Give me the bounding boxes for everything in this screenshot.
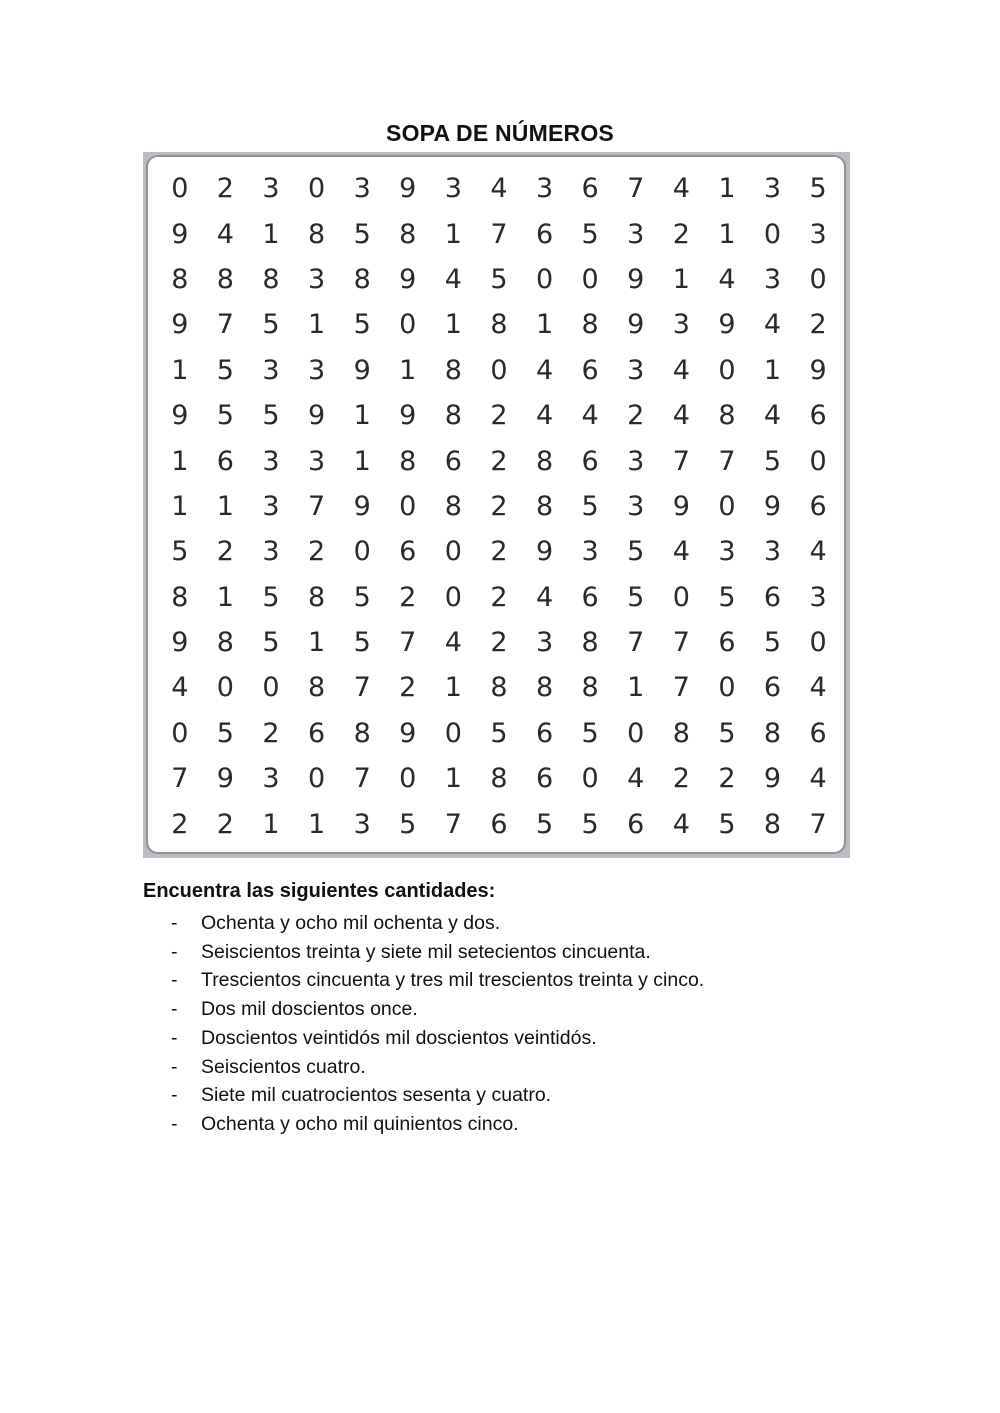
grid-cell[interactable]: 5: [216, 400, 234, 432]
list-item: [143, 909, 903, 938]
list-bullet: -: [171, 940, 178, 963]
grid-cell[interactable]: 7: [216, 309, 234, 341]
list-item: [143, 938, 903, 967]
grid-cell[interactable]: 4: [444, 627, 462, 659]
grid-cell[interactable]: 0: [307, 763, 326, 795]
grid-cell[interactable]: 9: [399, 173, 417, 205]
grid-cell[interactable]: 8: [262, 263, 280, 295]
grid-cell[interactable]: 5: [718, 581, 736, 613]
grid-cell[interactable]: 2: [216, 808, 234, 840]
grid-cell[interactable]: 4: [763, 309, 782, 341]
grid-cell[interactable]: 9: [763, 763, 782, 795]
grid-cell[interactable]: 4: [535, 354, 554, 386]
grid-cell[interactable]: 1: [763, 354, 782, 386]
grid-cell[interactable]: 5: [809, 173, 827, 205]
instructions-heading: Encuentra las siguientes cantidades:: [143, 880, 496, 902]
grid-cell[interactable]: 0: [581, 763, 599, 795]
grid-cell[interactable]: 9: [307, 400, 326, 432]
grid-cell[interactable]: 9: [353, 490, 371, 522]
grid-cell[interactable]: 8: [490, 763, 508, 795]
grid-cell[interactable]: 3: [627, 445, 645, 477]
grid-cell[interactable]: 6: [809, 490, 827, 522]
grid-cell[interactable]: 2: [216, 173, 234, 205]
grid-cell[interactable]: 6: [627, 808, 645, 840]
grid-cell[interactable]: 2: [262, 717, 280, 749]
grid-cell[interactable]: 5: [262, 627, 280, 659]
grid-cell[interactable]: 5: [581, 717, 599, 749]
list-item-text: Ochenta y ocho mil quinientos cinco.: [201, 1112, 519, 1135]
grid-cell[interactable]: 8: [444, 354, 462, 386]
grid-cell[interactable]: 2: [399, 672, 417, 704]
grid-cell[interactable]: 3: [627, 354, 645, 386]
grid-cell[interactable]: 6: [307, 717, 326, 749]
list-item-text: Seiscientos treinta y siete mil setecientos cincuenta.: [201, 940, 651, 963]
grid-cell[interactable]: 3: [763, 173, 782, 205]
grid-cell[interactable]: 8: [490, 672, 508, 704]
grid-cell[interactable]: 3: [262, 490, 280, 522]
grid-cell[interactable]: 9: [171, 309, 189, 341]
list-bullet: -: [171, 998, 178, 1021]
list-item-text: Trescientos cincuenta y tres mil trescientos treinta y cinco.: [201, 969, 705, 992]
grid-cell[interactable]: 0: [171, 173, 189, 205]
grid-cell[interactable]: 1: [672, 263, 690, 295]
list-item-text: Doscientos veintidós mil doscientos veintidós.: [201, 1026, 597, 1049]
grid-cell[interactable]: 7: [672, 627, 690, 659]
grid-cell[interactable]: 1: [307, 627, 326, 659]
list-bullet: -: [171, 912, 178, 934]
grid-cell[interactable]: 6: [809, 717, 827, 749]
grid-cell[interactable]: 7: [809, 808, 827, 840]
grid-cell[interactable]: 8: [763, 808, 782, 840]
grid-cell[interactable]: 3: [353, 173, 371, 205]
grid-cell[interactable]: 2: [490, 400, 508, 432]
grid-cell[interactable]: 4: [672, 536, 690, 568]
grid-cell[interactable]: 6: [581, 354, 599, 386]
list-item-text: Dos mil doscientos once.: [201, 998, 418, 1021]
grid-cell[interactable]: 1: [353, 445, 371, 477]
list-item: [143, 966, 903, 995]
grid-cell[interactable]: 4: [535, 400, 554, 432]
grid-cell[interactable]: 4: [171, 672, 189, 704]
grid-cell[interactable]: 8: [399, 445, 417, 477]
grid-cell[interactable]: 4: [672, 808, 690, 840]
grid-cell[interactable]: 5: [171, 536, 189, 568]
grid-cell[interactable]: 2: [490, 445, 508, 477]
grid-cell[interactable]: 5: [353, 218, 371, 250]
grid-cell[interactable]: 0: [171, 717, 189, 749]
number-grid: [157, 166, 841, 847]
grid-cell[interactable]: 6: [763, 672, 782, 704]
grid-cell[interactable]: 0: [399, 309, 417, 341]
grid-cell[interactable]: 7: [490, 218, 508, 250]
grid-cell[interactable]: 8: [399, 218, 417, 250]
grid-cell[interactable]: 3: [763, 263, 782, 295]
grid-cell[interactable]: 1: [171, 354, 189, 386]
page-title: SOPA DE NÚMEROS: [386, 120, 614, 146]
grid-cell[interactable]: 1: [262, 808, 280, 840]
grid-cell[interactable]: 4: [809, 763, 827, 795]
grid-cell[interactable]: 5: [627, 581, 645, 613]
grid-cell[interactable]: 0: [809, 445, 827, 477]
grid-cell[interactable]: 8: [535, 490, 554, 522]
grid-cell[interactable]: 0: [672, 581, 690, 613]
grid-cell[interactable]: 3: [718, 536, 736, 568]
grid-cell[interactable]: 7: [353, 763, 371, 795]
grid-cell[interactable]: 9: [535, 536, 554, 568]
grid-cell[interactable]: 8: [535, 445, 554, 477]
grid-cell[interactable]: 1: [444, 672, 462, 704]
grid-cell[interactable]: 6: [490, 808, 508, 840]
list-item: [143, 1110, 903, 1139]
grid-cell[interactable]: 7: [672, 445, 690, 477]
grid-cell[interactable]: 2: [399, 581, 417, 613]
grid-cell[interactable]: 2: [490, 490, 508, 522]
grid-cell[interactable]: 8: [672, 717, 690, 749]
grid-cell[interactable]: 9: [763, 490, 782, 522]
grid-cell[interactable]: 4: [581, 400, 599, 432]
grid-cell[interactable]: 3: [763, 536, 782, 568]
grid-cell[interactable]: 4: [216, 218, 234, 250]
grid-cell[interactable]: 2: [672, 763, 690, 795]
list-bullet: -: [171, 1055, 178, 1078]
grid-cell[interactable]: 8: [307, 672, 326, 704]
grid-cell[interactable]: 5: [763, 627, 782, 659]
grid-cell[interactable]: 4: [763, 400, 782, 432]
grid-cell[interactable]: 3: [672, 309, 690, 341]
list-bullet: -: [171, 969, 178, 992]
grid-cell[interactable]: 3: [307, 445, 326, 477]
grid-cell[interactable]: 9: [399, 263, 417, 295]
grid-cell[interactable]: 4: [627, 763, 645, 795]
grid-cell[interactable]: 4: [672, 354, 690, 386]
grid-cell[interactable]: 5: [262, 400, 280, 432]
grid-cell[interactable]: 5: [399, 808, 417, 840]
grid-cell[interactable]: 3: [262, 354, 280, 386]
grid-cell[interactable]: 0: [399, 763, 417, 795]
grid-cell[interactable]: 2: [490, 581, 508, 613]
grid-cell[interactable]: 9: [216, 763, 234, 795]
grid-cell[interactable]: 7: [672, 672, 690, 704]
grid-cell[interactable]: 1: [718, 173, 736, 205]
grid-cell[interactable]: 6: [581, 445, 599, 477]
grid-cell[interactable]: 9: [627, 309, 645, 341]
grid-cell[interactable]: 0: [444, 717, 462, 749]
grid-cell[interactable]: 5: [718, 717, 736, 749]
list-item: [143, 1024, 903, 1053]
grid-cell[interactable]: 3: [307, 354, 326, 386]
grid-cell[interactable]: 5: [718, 808, 736, 840]
grid-cell[interactable]: 5: [627, 536, 645, 568]
grid-cell[interactable]: 3: [262, 445, 280, 477]
grid-cell[interactable]: 8: [490, 309, 508, 341]
grid-cell[interactable]: 2: [307, 536, 326, 568]
grid-cell[interactable]: 6: [399, 536, 417, 568]
grid-cell[interactable]: 4: [809, 672, 827, 704]
grid-cell[interactable]: 3: [262, 536, 280, 568]
grid-cell[interactable]: 5: [763, 445, 782, 477]
grid-cell[interactable]: 9: [171, 400, 189, 432]
grid-cell[interactable]: 0: [444, 536, 462, 568]
grid-cell[interactable]: 4: [672, 173, 690, 205]
grid-cell[interactable]: 5: [262, 309, 280, 341]
grid-cell[interactable]: 8: [216, 263, 234, 295]
grid-cell[interactable]: 3: [627, 218, 645, 250]
grid-cell[interactable]: 7: [627, 173, 645, 205]
grid-cell[interactable]: 0: [627, 717, 645, 749]
grid-cell[interactable]: 8: [581, 672, 599, 704]
list-item: [143, 995, 903, 1024]
grid-cell[interactable]: 5: [581, 808, 599, 840]
grid-cell[interactable]: 5: [581, 490, 599, 522]
grid-cell[interactable]: 4: [535, 581, 554, 613]
grid-cell[interactable]: 0: [535, 263, 554, 295]
grid-cell[interactable]: 8: [216, 627, 234, 659]
grid-cell[interactable]: 3: [262, 763, 280, 795]
grid-cell[interactable]: 0: [216, 672, 234, 704]
grid-cell[interactable]: 7: [444, 808, 462, 840]
grid-cell[interactable]: 1: [399, 354, 417, 386]
grid-cell[interactable]: 8: [763, 717, 782, 749]
grid-cell[interactable]: 6: [581, 173, 599, 205]
list-item: [143, 1053, 903, 1082]
list-bullet: -: [171, 1112, 178, 1135]
grid-cell[interactable]: 7: [353, 672, 371, 704]
grid-cell[interactable]: 8: [171, 581, 189, 613]
grid-cell[interactable]: 1: [171, 490, 189, 522]
grid-cell[interactable]: 6: [444, 445, 462, 477]
grid-cell[interactable]: 9: [171, 627, 189, 659]
grid-cell[interactable]: 3: [809, 218, 827, 250]
grid-cell[interactable]: 0: [444, 581, 462, 613]
grid-cell[interactable]: 6: [718, 627, 736, 659]
grid-cell[interactable]: 9: [809, 354, 827, 386]
grid-cell[interactable]: 6: [809, 400, 827, 432]
grid-cell[interactable]: 5: [216, 354, 234, 386]
grid-cell[interactable]: 5: [490, 717, 508, 749]
grid-cell[interactable]: 0: [763, 218, 782, 250]
grid-cell[interactable]: 0: [490, 354, 508, 386]
grid-cell[interactable]: 3: [262, 173, 280, 205]
grid-cell[interactable]: 5: [216, 717, 234, 749]
grid-cell[interactable]: 0: [718, 490, 736, 522]
list-bullet: -: [171, 1084, 178, 1107]
grid-cell[interactable]: 1: [444, 218, 462, 250]
grid-cell[interactable]: 1: [444, 309, 462, 341]
grid-cell[interactable]: 0: [262, 672, 280, 704]
grid-cell[interactable]: 8: [353, 263, 371, 295]
grid-cell[interactable]: 2: [672, 218, 690, 250]
grid-cell[interactable]: 2: [216, 536, 234, 568]
grid-cell[interactable]: 1: [262, 218, 280, 250]
grid-cell[interactable]: 1: [171, 445, 189, 477]
list-item-text: Seiscientos cuatro.: [201, 1055, 366, 1078]
grid-cell[interactable]: 6: [535, 763, 554, 795]
grid-cell[interactable]: 0: [353, 536, 371, 568]
grid-cell[interactable]: 2: [490, 627, 508, 659]
grid-cell[interactable]: 9: [672, 490, 690, 522]
grid-cell[interactable]: 3: [444, 173, 462, 205]
instructions: [143, 880, 903, 1139]
grid-cell[interactable]: 7: [399, 627, 417, 659]
grid-cell[interactable]: 2: [718, 763, 736, 795]
grid-cell[interactable]: 3: [535, 173, 554, 205]
grid-cell[interactable]: 3: [627, 490, 645, 522]
grid-cell[interactable]: 0: [718, 672, 736, 704]
grid-cell[interactable]: 1: [216, 581, 234, 613]
grid-cell[interactable]: 1: [627, 672, 645, 704]
grid-cell[interactable]: 9: [627, 263, 645, 295]
word-search-frame: [143, 152, 850, 858]
grid-cell[interactable]: 0: [809, 263, 827, 295]
grid-cell[interactable]: 7: [627, 627, 645, 659]
word-search-panel: [146, 155, 846, 854]
list-item: [143, 1081, 903, 1110]
grid-cell[interactable]: 8: [718, 400, 736, 432]
grid-cell[interactable]: 8: [444, 490, 462, 522]
grid-cell[interactable]: 7: [171, 763, 189, 795]
grid-cell[interactable]: 8: [444, 400, 462, 432]
grid-cell[interactable]: 0: [307, 173, 326, 205]
grid-cell[interactable]: 1: [353, 400, 371, 432]
grid-cell[interactable]: 1: [718, 218, 736, 250]
grid-cell[interactable]: 9: [353, 354, 371, 386]
grid-cell[interactable]: 1: [216, 490, 234, 522]
grid-cell[interactable]: 3: [809, 581, 827, 613]
grid-cell[interactable]: 5: [535, 808, 554, 840]
grid-cell[interactable]: 5: [262, 581, 280, 613]
grid-cell[interactable]: 8: [353, 717, 371, 749]
grid-cell[interactable]: 6: [535, 218, 554, 250]
grid-cell[interactable]: 3: [535, 627, 554, 659]
grid-cell[interactable]: 3: [353, 808, 371, 840]
grid-cell[interactable]: 7: [718, 445, 736, 477]
grid-cell[interactable]: 0: [718, 354, 736, 386]
grid-cell[interactable]: 9: [399, 717, 417, 749]
grid-cell[interactable]: 4: [490, 173, 508, 205]
grid-cell[interactable]: 6: [763, 581, 782, 613]
grid-cell[interactable]: 1: [444, 763, 462, 795]
grid-cell[interactable]: 4: [444, 263, 462, 295]
grid-cell[interactable]: 1: [307, 808, 326, 840]
list-bullet: -: [171, 1026, 178, 1049]
grid-cell[interactable]: 4: [672, 400, 690, 432]
grid-cell[interactable]: 5: [353, 627, 371, 659]
grid-cell[interactable]: 2: [627, 400, 645, 432]
grid-cell[interactable]: 0: [581, 263, 599, 295]
grid-cell[interactable]: 9: [171, 218, 189, 250]
grid-cell[interactable]: 4: [809, 536, 827, 568]
grid-cell[interactable]: 5: [581, 218, 599, 250]
grid-cell[interactable]: 8: [307, 218, 326, 250]
grid-cell[interactable]: 5: [490, 263, 508, 295]
grid-cell[interactable]: 1: [535, 309, 554, 341]
grid-cell[interactable]: 9: [399, 400, 417, 432]
grid-cell[interactable]: 8: [535, 672, 554, 704]
list-item-text: Siete mil cuatrocientos sesenta y cuatro.: [201, 1084, 552, 1107]
quantity-list: [143, 909, 903, 1139]
grid-cell[interactable]: 3: [581, 536, 599, 568]
grid-cell[interactable]: 9: [718, 309, 736, 341]
grid-cell[interactable]: 2: [171, 808, 189, 840]
grid-cell[interactable]: 5: [353, 581, 371, 613]
grid-cell[interactable]: 3: [307, 263, 326, 295]
grid-cell[interactable]: 6: [581, 581, 599, 613]
grid-cell[interactable]: 8: [581, 627, 599, 659]
grid-cell[interactable]: 6: [216, 445, 234, 477]
grid-cell[interactable]: 4: [718, 263, 736, 295]
grid-cell[interactable]: 2: [490, 536, 508, 568]
grid-cell[interactable]: 8: [581, 309, 599, 341]
grid-cell[interactable]: 0: [399, 490, 417, 522]
grid-cell[interactable]: 6: [535, 717, 554, 749]
grid-cell[interactable]: 5: [353, 309, 371, 341]
grid-cell[interactable]: 1: [307, 309, 326, 341]
grid-cell[interactable]: 8: [171, 263, 189, 295]
list-item-text: Ochenta y ocho mil ochenta y dos.: [201, 912, 501, 934]
grid-cell[interactable]: 7: [307, 490, 326, 522]
grid-cell[interactable]: 0: [809, 627, 827, 659]
grid-cell[interactable]: 2: [809, 309, 827, 341]
grid-cell[interactable]: 8: [307, 581, 326, 613]
